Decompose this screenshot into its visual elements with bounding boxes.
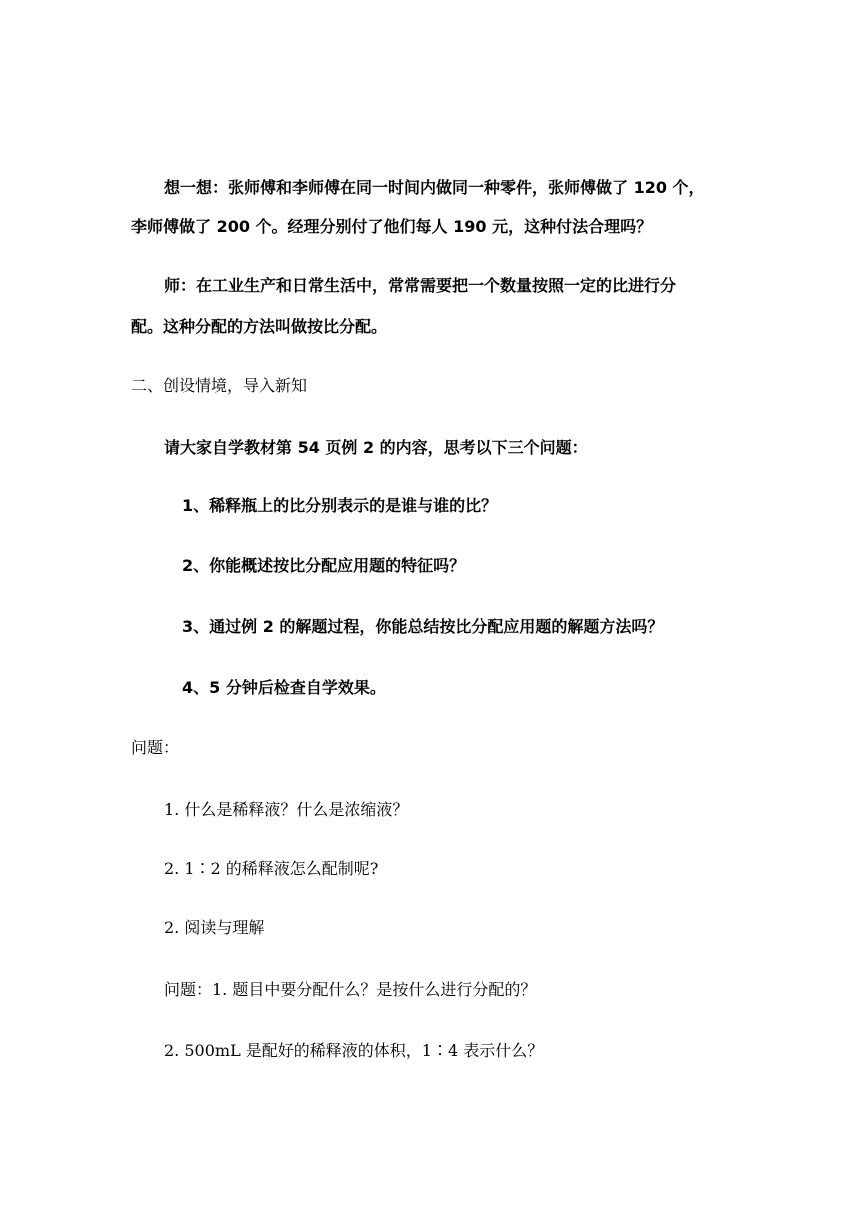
question-item-4: 问题：1. 题目中要分配什么？是按什么进行分配的？	[164, 980, 537, 999]
section-heading: 二、创设情境，导入新知	[131, 376, 308, 395]
self-study-question-4: 4、5 分钟后检查自学效果。	[182, 678, 386, 697]
question-item-3: 2. 阅读与理解	[164, 918, 265, 937]
question-item-1: 1. 什么是稀释液？什么是浓缩液？	[164, 800, 409, 819]
teacher-paragraph-line-2: 配。这种分配的方法叫做按比分配。	[131, 317, 388, 336]
intro-paragraph-line-2: 李师傅做了 200 个。经理分别付了他们每人 190 元，这种付法合理吗？	[131, 217, 653, 236]
self-study-question-2: 2、你能概述按比分配应用题的特征吗？	[182, 556, 466, 575]
teacher-paragraph-line-1: 师：在工业生产和日常生活中，常常需要把一个数量按照一定的比进行分	[164, 276, 677, 295]
question-item-2: 2. 1∶2 的稀释液怎么配制呢?	[164, 859, 379, 878]
instruction-text: 请大家自学教材第 54 页例 2 的内容，思考以下三个问题：	[164, 438, 588, 457]
questions-label: 问题：	[131, 738, 180, 757]
question-item-5: 2. 500mL 是配好的稀释液的体积，1∶4 表示什么？	[164, 1041, 544, 1060]
intro-paragraph-line-1: 想一想：张师傅和李师傅在同一时间内做同一种零件，张师傅做了 120 个，	[164, 178, 705, 197]
self-study-question-3: 3、通过例 2 的解题过程，你能总结按比分配应用题的解题方法吗？	[182, 617, 664, 636]
self-study-question-1: 1、稀释瓶上的比分别表示的是谁与谁的比？	[182, 496, 498, 515]
